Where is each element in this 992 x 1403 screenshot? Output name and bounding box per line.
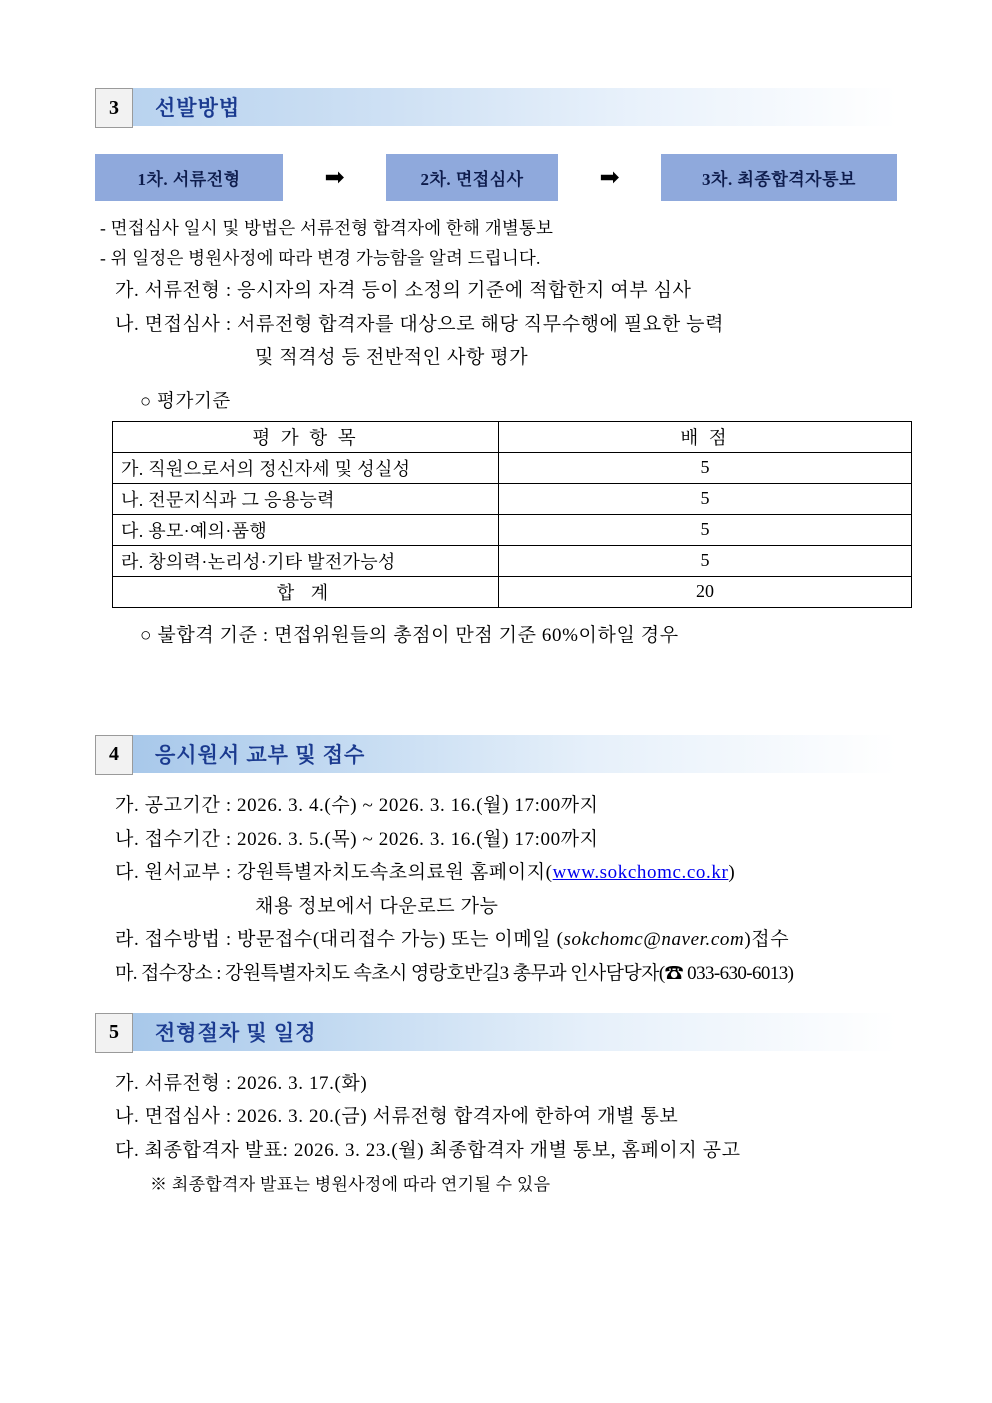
table-cell-score: 5 [499, 545, 912, 576]
flow-arrow-icon-1: ➡ [324, 164, 345, 191]
application-item-2: 나. 접수기간 : 2026. 3. 5.(목) ~ 2026. 3. 16.(월) 17:00까지 [115, 828, 599, 850]
section-spacer-1 [0, 647, 992, 735]
section-heading-selection [95, 88, 897, 128]
section-number-4: 4 [95, 735, 133, 775]
table-header-row [113, 421, 912, 452]
table-row [113, 545, 912, 576]
selection-note-1: - 면접심사 일시 및 방법은 서류전형 합격자에 한해 개별통보 [100, 218, 554, 238]
table-row [113, 452, 912, 483]
process-footnote: ※ 최종합격자 발표는 병원사정에 따라 연기될 수 있음 [150, 1174, 551, 1194]
table-header-criterion: 평 가 항 목 [113, 421, 499, 452]
table-cell-score: 5 [499, 452, 912, 483]
process-item-1: 가. 서류전형 : 2026. 3. 17.(화) [115, 1072, 368, 1094]
spacer [0, 1053, 992, 1063]
evaluation-criteria-label: ○ 평가기준 [140, 391, 231, 412]
selection-item-2-continuation: 및 적격성 등 전반적인 사항 평가 [255, 347, 529, 369]
table-cell-criterion: 가. 직원으로서의 정신자세 및 성실성 [113, 452, 499, 483]
selection-note-2: - 위 일정은 병원사정에 따라 변경 가능함을 알려 드립니다. [100, 248, 541, 268]
section-title-selection: 선발방법 [133, 88, 897, 126]
selection-flow-diagram [95, 154, 897, 201]
selection-notes [100, 215, 897, 270]
application-item-3-prefix: 다. 원서교부 : 강원특별자치도속초의료원 홈페이지( [115, 862, 553, 884]
application-item-3 [115, 860, 912, 886]
section-spacer-2 [0, 987, 992, 1013]
application-item-5: 마. 접수장소 : 강원특별자치도 속초시 영랑호반길3 총무과 인사담당자(☎ 033-630-6013) [115, 963, 794, 985]
application-item-3-suffix: ) [728, 862, 736, 884]
table-row [113, 514, 912, 545]
application-item-4-suffix: )접수 [744, 929, 790, 951]
section-number-5: 5 [95, 1013, 133, 1053]
flow-arrow-icon-2: ➡ [599, 164, 620, 191]
table-header-score: 배 점 [499, 421, 912, 452]
table-cell-criterion: 라. 창의력·논리성·기타 발전가능성 [113, 545, 499, 576]
section-heading-process [95, 1013, 897, 1053]
flow-step-3: 3차. 최종합격자통보 [661, 154, 897, 201]
application-item-4-prefix: 라. 접수방법 : 방문접수(대리접수 가능) 또는 이메일 ( [115, 929, 564, 951]
selection-item-1: 가. 서류전형 : 응시자의 자격 등이 소정의 기준에 적합한지 여부 심사 [115, 280, 692, 301]
section-heading-application [95, 735, 897, 775]
section-title-application: 응시원서 교부 및 접수 [133, 735, 897, 773]
spacer [0, 775, 992, 785]
top-spacer [0, 0, 992, 88]
table-cell-score: 5 [499, 483, 912, 514]
homepage-link[interactable]: www.sokchomc.co.kr [552, 862, 729, 884]
table-cell-total-label: 합 계 [113, 576, 499, 607]
table-cell-score: 5 [499, 514, 912, 545]
selection-item-2: 나. 면접심사 : 서류전형 합격자를 대상으로 해당 직무수행에 필요한 능력 [115, 313, 725, 335]
process-item-2: 나. 면접심사 : 2026. 3. 20.(금) 서류전형 합격자에 한하여 개별 통보 [115, 1106, 679, 1128]
process-item-3: 다. 최종합격자 발표: 2026. 3. 23.(월) 최종합격자 개별 통보, 홈페이지 공고 [115, 1140, 741, 1162]
flow-step-2: 2차. 면접심사 [386, 154, 558, 201]
table-cell-total-score: 20 [499, 576, 912, 607]
email-address[interactable]: sokchomc@naver.com [563, 929, 745, 951]
flow-step-1: 1차. 서류전형 [95, 154, 283, 201]
application-item-4 [115, 927, 912, 953]
table-row [113, 483, 912, 514]
application-item-3-continuation: 채용 정보에서 다운로드 가능 [255, 895, 499, 917]
table-cell-criterion: 나. 전문지식과 그 응용능력 [113, 483, 499, 514]
application-item-1: 가. 공고기간 : 2026. 3. 4.(수) ~ 2026. 3. 16.(월) 17:00까지 [115, 794, 599, 816]
section-title-process: 전형절차 및 일정 [133, 1013, 897, 1051]
table-total-row [113, 576, 912, 607]
fail-criteria-note: ○ 불합격 기준 : 면접위원들의 총점이 만점 기준 60%이하일 경우 [140, 624, 679, 646]
table-cell-criterion: 다. 용모·예의·품행 [113, 514, 499, 545]
evaluation-table [112, 421, 912, 608]
section-number-3: 3 [95, 88, 133, 128]
